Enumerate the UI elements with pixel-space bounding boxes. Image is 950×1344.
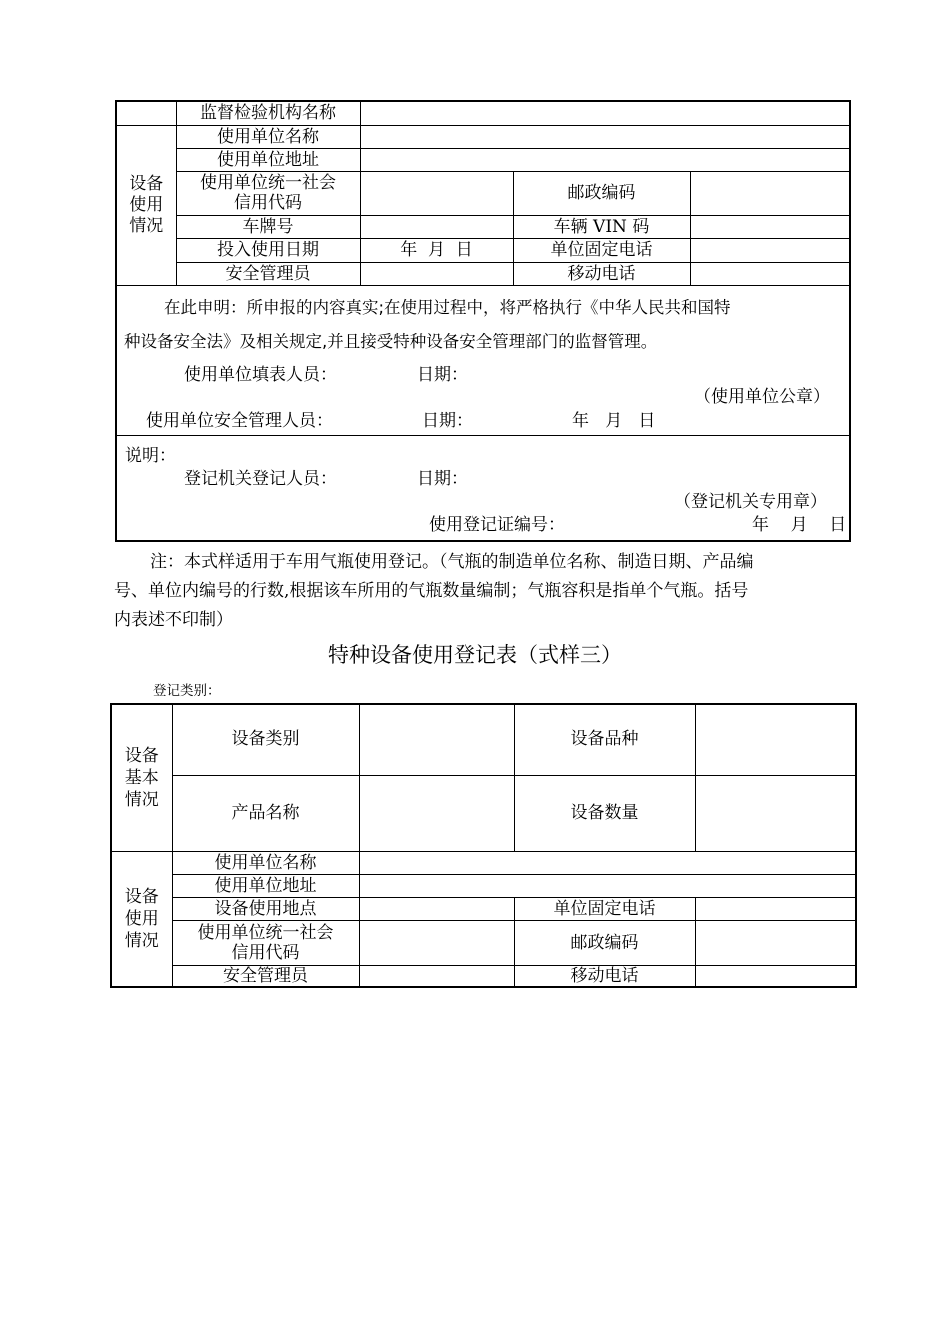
equip-variety-field[interactable] bbox=[695, 704, 856, 775]
fixed-phone-label: 单位固定电话 bbox=[513, 238, 690, 262]
supervision-org-field[interactable] bbox=[360, 101, 850, 125]
registry-seal-label: （登记机关专用章） bbox=[674, 491, 827, 512]
vin-label: 车辆 VIN 码 bbox=[513, 215, 690, 238]
user-address-field[interactable] bbox=[360, 148, 850, 171]
equip-category-label: 设备类别 bbox=[172, 704, 359, 775]
safety-manager-label: 安全管理员 bbox=[176, 262, 360, 285]
registrar-label: 登记机关登记人员： bbox=[184, 468, 337, 489]
credit-code-label-2: 使用单位统一社会 信用代码 bbox=[172, 920, 359, 965]
user-name-field-2[interactable] bbox=[359, 851, 856, 874]
plate-no-field[interactable] bbox=[360, 215, 513, 238]
mobile-field-2[interactable] bbox=[695, 965, 856, 987]
safety-manager-field[interactable] bbox=[360, 262, 513, 285]
start-date-label: 投入使用日期 bbox=[176, 238, 360, 262]
user-seal-label: （使用单位公章） bbox=[694, 386, 830, 407]
fixed-phone-field-2[interactable] bbox=[695, 897, 856, 920]
safety-person-label: 使用单位安全管理人员： bbox=[146, 410, 333, 431]
safety-date-label: 日期： bbox=[422, 410, 473, 431]
postal-code-field[interactable] bbox=[690, 171, 850, 215]
fixed-phone-label-2: 单位固定电话 bbox=[514, 897, 695, 920]
cert-date-ymd: 年 月 日 bbox=[752, 514, 847, 535]
filler-date-label: 日期： bbox=[417, 364, 468, 385]
explanation-section bbox=[116, 435, 850, 541]
category-label: 登记类别： bbox=[153, 683, 221, 699]
equip-variety-label: 设备品种 bbox=[514, 704, 695, 775]
cert-no-label: 使用登记证编号： bbox=[429, 514, 565, 535]
start-date-field[interactable]: 年 月 日 bbox=[360, 238, 513, 262]
registration-form-vehicle bbox=[115, 100, 851, 542]
user-name-label: 使用单位名称 bbox=[176, 125, 360, 148]
user-address-field-2[interactable] bbox=[359, 874, 856, 897]
location-field[interactable] bbox=[359, 897, 514, 920]
supervision-org-label: 监督检验机构名称 bbox=[176, 101, 360, 125]
safety-manager-label-2: 安全管理员 bbox=[172, 965, 359, 987]
product-name-field[interactable] bbox=[359, 775, 514, 851]
user-name-field[interactable] bbox=[360, 125, 850, 148]
safety-date-ymd: 年 月 日 bbox=[572, 410, 656, 431]
postal-code-label: 邮政编码 bbox=[513, 171, 690, 215]
user-address-label: 使用单位地址 bbox=[176, 148, 360, 171]
postal-code-field-2[interactable] bbox=[695, 920, 856, 965]
declaration-line2: 种设备安全法》及相关规定,并且接受特种设备安全管理部门的监督管理。 bbox=[124, 331, 658, 351]
credit-code-field[interactable] bbox=[360, 171, 513, 215]
plate-no-label: 车牌号 bbox=[176, 215, 360, 238]
usage-group-label-2: 设备 使用 情况 bbox=[111, 851, 172, 987]
note-line2: 号、单位内编号的行数,根据该车所用的气瓶数量编制；气瓶容积是指单个气瓶。括号 bbox=[114, 581, 749, 601]
explain-label: 说明： bbox=[125, 445, 176, 466]
location-label: 设备使用地点 bbox=[172, 897, 359, 920]
basic-group-label: 设备 基本 情况 bbox=[111, 704, 172, 851]
vin-field[interactable] bbox=[690, 215, 850, 238]
filler-label: 使用单位填表人员： bbox=[184, 364, 337, 385]
mobile-label: 移动电话 bbox=[513, 262, 690, 285]
product-name-label: 产品名称 bbox=[172, 775, 359, 851]
postal-code-label-2: 邮政编码 bbox=[514, 920, 695, 965]
registration-form-style3 bbox=[110, 703, 857, 988]
page-title: 特种设备使用登记表（式样三） bbox=[328, 643, 622, 667]
user-address-label-2: 使用单位地址 bbox=[172, 874, 359, 897]
registrar-date-label: 日期： bbox=[417, 468, 468, 489]
user-name-label-2: 使用单位名称 bbox=[172, 851, 359, 874]
credit-code-field-2[interactable] bbox=[359, 920, 514, 965]
credit-code-label: 使用单位统一社会 信用代码 bbox=[176, 171, 360, 215]
mobile-field[interactable] bbox=[690, 262, 850, 285]
mobile-label-2: 移动电话 bbox=[514, 965, 695, 987]
equip-category-field[interactable] bbox=[359, 704, 514, 775]
form-note bbox=[114, 548, 854, 635]
declaration-section bbox=[116, 285, 850, 435]
equip-qty-field[interactable] bbox=[695, 775, 856, 851]
fixed-phone-field[interactable] bbox=[690, 238, 850, 262]
note-line3: 内表述不印制） bbox=[114, 610, 233, 630]
note-line1: 注：本式样适用于车用气瓶使用登记。（气瓶的制造单位名称、制造日期、产品编 bbox=[150, 552, 754, 572]
equip-qty-label: 设备数量 bbox=[514, 775, 695, 851]
empty-cell bbox=[116, 101, 176, 125]
usage-group-label: 设备 使用 情况 bbox=[116, 125, 176, 285]
safety-manager-field-2[interactable] bbox=[359, 965, 514, 987]
declaration-line1: 在此申明：所申报的内容真实;在使用过程中，将严格执行《中华人民共和国特 bbox=[164, 297, 731, 317]
